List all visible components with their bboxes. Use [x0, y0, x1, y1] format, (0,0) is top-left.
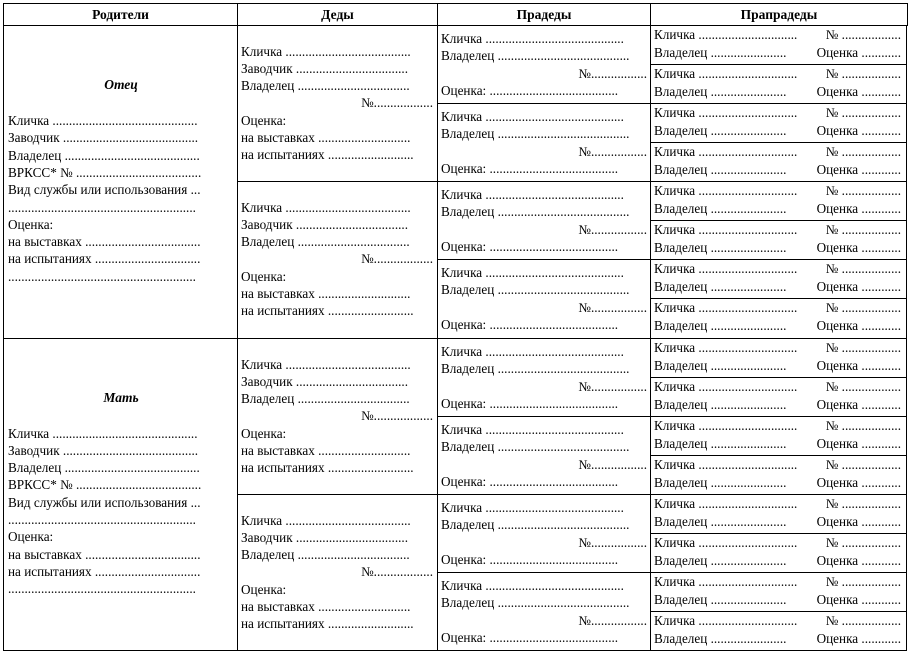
great-great-grandparent-cell — [650, 533, 907, 573]
ggg-name: Кличка .............................. — [654, 612, 798, 628]
great-great-grandparent-cell — [650, 64, 907, 104]
ggg-number: № .................. — [825, 144, 901, 160]
great-great-grandparent-cell — [650, 572, 907, 612]
grandparent-rating: Оценка: — [241, 269, 287, 285]
grandparent-trials: на испытаниях .......................... — [241, 459, 414, 475]
ggg-name: Кличка .............................. — [654, 378, 798, 394]
parent-field-line: ......................................................... — [8, 268, 196, 284]
ggg-owner: Владелец ....................... — [654, 552, 787, 568]
great-grandparent-cell — [437, 572, 651, 651]
great-grandparent-owner: Владелец ........................................ — [441, 126, 630, 142]
parent-field-line: на испытаниях ................................ — [8, 563, 201, 579]
parent-field-line: ......................................................... — [8, 512, 196, 527]
parent-field-line: Оценка: — [8, 216, 54, 232]
great-grandparent-rating: Оценка: ....................................... — [441, 629, 619, 645]
ggg-owner: Владелец ....................... — [654, 357, 787, 373]
great-grandparent-name: Кличка .......................................... — [441, 343, 624, 359]
ggg-owner: Владелец ....................... — [654, 123, 787, 139]
grandparent-shows: на выставках ............................ — [241, 286, 411, 302]
great-grandparent-number: №................. — [578, 300, 647, 316]
great-grandparent-cell — [437, 494, 651, 573]
ggg-rating: Оценка ............ — [816, 162, 901, 178]
great-grandparent-rating: Оценка: ....................................... — [441, 317, 619, 333]
ggg-owner: Владелец ....................... — [654, 513, 787, 529]
grandparent-trials: на испытаниях .......................... — [241, 147, 414, 162]
ggg-owner: Владелец ....................... — [654, 279, 787, 295]
grandparent-owner: Владелец .................................. — [241, 78, 410, 93]
parent-field-line: ВРКСС* № ...................................... — [8, 477, 202, 493]
great-great-grandparent-cell — [650, 259, 907, 299]
parent-field-line: Владелец ......................................... — [8, 460, 200, 476]
ggg-name: Кличка .............................. — [654, 66, 798, 82]
great-grandparent-rating: Оценка: ....................................... — [441, 473, 619, 489]
ggg-number: № .................. — [825, 105, 901, 121]
parent-field-line: ......................................................... — [8, 199, 196, 215]
great-grandparent-name: Кличка .......................................... — [441, 265, 624, 281]
mother-title: Мать — [103, 389, 139, 405]
ggg-rating: Оценка ............ — [816, 123, 901, 139]
ggg-rating: Оценка ............ — [816, 513, 901, 529]
ggg-owner: Владелец ....................... — [654, 591, 787, 607]
parent-field-line: Вид службы или использования ... — [8, 182, 201, 198]
ggg-rating: Оценка ............ — [816, 435, 901, 451]
grandparent-owner: Владелец .................................. — [241, 234, 410, 250]
ggg-number: № .................. — [825, 534, 901, 550]
ggg-name: Кличка .............................. — [654, 417, 798, 433]
parent-field-line: на испытаниях ................................ — [8, 251, 201, 267]
great-grandparent-rating: Оценка: ....................................... — [441, 83, 619, 98]
ggg-number: № .................. — [825, 183, 901, 199]
grandparent-owner: Владелец .................................. — [241, 390, 410, 406]
ggg-number: № .................. — [825, 300, 901, 316]
parent-field-line: Кличка ............................................ — [8, 113, 198, 128]
grandparent-trials: на испытаниях .......................... — [241, 615, 414, 631]
great-grandparent-name: Кличка .......................................... — [441, 109, 624, 125]
parent-field-line: Оценка: — [8, 529, 54, 545]
great-great-grandparent-cell — [650, 181, 907, 221]
ggg-number: № .................. — [825, 417, 901, 433]
ggg-rating: Оценка ............ — [816, 591, 901, 607]
grandparent-cell — [237, 25, 438, 182]
father-title: Отец — [104, 77, 138, 92]
ggg-rating: Оценка ............ — [816, 396, 901, 412]
ggg-number: № .................. — [825, 261, 901, 277]
pedigree-table — [3, 3, 907, 650]
ggg-name: Кличка .............................. — [654, 27, 798, 42]
grandparent-name: Кличка ...................................... — [241, 200, 411, 216]
ggg-name: Кличка .............................. — [654, 573, 798, 589]
grandparent-breeder: Заводчик .................................. — [241, 217, 409, 233]
ggg-rating: Оценка ............ — [816, 84, 901, 100]
ggg-name: Кличка .............................. — [654, 495, 798, 511]
great-grandparent-name: Кличка .......................................... — [441, 421, 624, 437]
great-grandparent-number: №................. — [578, 222, 647, 238]
ggg-number: № .................. — [825, 27, 901, 42]
great-grandparent-owner: Владелец ........................................ — [441, 48, 630, 63]
ggg-rating: Оценка ............ — [816, 201, 901, 217]
parent-field-line: Заводчик ......................................... — [8, 442, 199, 458]
ggg-number: № .................. — [825, 573, 901, 589]
grandparent-name: Кличка ...................................... — [241, 356, 411, 372]
great-grandparent-owner: Владелец ........................................ — [441, 204, 630, 220]
grandparent-rating: Оценка: — [241, 425, 287, 441]
ggg-rating: Оценка ............ — [816, 240, 901, 256]
grandparent-cell — [237, 181, 438, 338]
great-grandparent-number: №................. — [578, 378, 647, 394]
great-great-grandparent-cell — [650, 494, 907, 534]
ggg-owner: Владелец ....................... — [654, 84, 787, 100]
ggg-owner: Владелец ....................... — [654, 201, 787, 217]
great-grandparent-cell — [437, 181, 651, 260]
grandparent-breeder: Заводчик .................................. — [241, 61, 409, 76]
great-grandparent-number: №................. — [578, 534, 647, 550]
father-cell — [3, 25, 238, 339]
parent-field-line: на выставках ................................... — [8, 234, 201, 250]
great-grandparent-name: Кличка .......................................... — [441, 187, 624, 203]
ggg-name: Кличка .............................. — [654, 534, 798, 550]
ggg-name: Кличка .............................. — [654, 222, 798, 238]
column-header-grandparents: Деды — [237, 3, 438, 26]
grandparent-cell — [237, 494, 438, 651]
parent-field-line: Вид службы или использования ... — [8, 494, 201, 510]
ggg-name: Кличка .............................. — [654, 456, 798, 472]
parent-field-line: ......................................................... — [8, 581, 196, 597]
ggg-name: Кличка .............................. — [654, 144, 798, 160]
ggg-rating: Оценка ............ — [816, 474, 901, 490]
great-great-grandparent-cell — [650, 298, 907, 338]
great-grandparent-owner: Владелец ........................................ — [441, 516, 630, 532]
parent-field-line: Заводчик ......................................... — [8, 130, 199, 146]
ggg-number: № .................. — [825, 339, 901, 355]
great-grandparent-name: Кличка .......................................... — [441, 31, 624, 46]
great-grandparent-owner: Владелец ........................................ — [441, 594, 630, 610]
ggg-owner: Владелец ....................... — [654, 162, 787, 178]
great-great-grandparent-cell — [650, 220, 907, 260]
parent-field-line: на выставках ................................... — [8, 546, 201, 562]
grandparent-rating: Оценка: — [241, 113, 287, 128]
ggg-number: № .................. — [825, 222, 901, 238]
ggg-rating: Оценка ............ — [816, 279, 901, 295]
great-grandparent-number: №................. — [578, 456, 647, 472]
ggg-rating: Оценка ............ — [816, 45, 901, 60]
ggg-name: Кличка .............................. — [654, 261, 798, 277]
great-great-grandparent-cell — [650, 416, 907, 456]
ggg-rating: Оценка ............ — [816, 318, 901, 334]
ggg-rating: Оценка ............ — [816, 630, 901, 646]
mother-cell — [3, 338, 238, 652]
ggg-rating: Оценка ............ — [816, 357, 901, 373]
ggg-number: № .................. — [825, 378, 901, 394]
column-header-parents: Родители — [3, 3, 238, 26]
great-grandparent-rating: Оценка: ....................................... — [441, 161, 619, 177]
parent-field-line: Кличка ............................................ — [8, 425, 198, 441]
ggg-owner: Владелец ....................... — [654, 396, 787, 412]
ggg-owner: Владелец ....................... — [654, 435, 787, 451]
great-grandparent-owner: Владелец ........................................ — [441, 438, 630, 454]
ggg-name: Кличка .............................. — [654, 339, 798, 355]
great-grandparent-rating: Оценка: ....................................... — [441, 551, 619, 567]
great-great-grandparent-cell — [650, 455, 907, 495]
column-header-great_great_grandparents: Прапрадеды — [650, 3, 908, 26]
ggg-number: № .................. — [825, 66, 901, 82]
great-grandparent-name: Кличка .......................................... — [441, 499, 624, 515]
ggg-owner: Владелец ....................... — [654, 318, 787, 334]
grandparent-number: №.................. — [361, 407, 433, 423]
ggg-owner: Владелец ....................... — [654, 630, 787, 646]
ggg-name: Кличка .............................. — [654, 105, 798, 121]
parent-field-line: ВРКСС* № ...................................... — [8, 164, 202, 180]
ggg-number: № .................. — [825, 495, 901, 511]
ggg-number: № .................. — [825, 456, 901, 472]
ggg-owner: Владелец ....................... — [654, 240, 787, 256]
grandparent-shows: на выставках ............................ — [241, 598, 411, 614]
grandparent-name: Кличка ...................................... — [241, 44, 411, 59]
great-great-grandparent-cell — [650, 25, 907, 65]
great-grandparent-cell — [437, 259, 651, 338]
grandparent-number: №.................. — [361, 563, 433, 579]
ggg-rating: Оценка ............ — [816, 552, 901, 568]
grandparent-number: №.................. — [361, 251, 433, 267]
great-grandparent-cell — [437, 103, 651, 182]
grandparent-rating: Оценка: — [241, 581, 287, 597]
ggg-owner: Владелец ....................... — [654, 474, 787, 490]
ggg-name: Кличка .............................. — [654, 183, 798, 199]
great-grandparent-number: №................. — [578, 66, 647, 81]
great-grandparent-rating: Оценка: ....................................... — [441, 395, 619, 411]
great-grandparent-rating: Оценка: ....................................... — [441, 239, 619, 255]
grandparent-cell — [237, 338, 438, 495]
great-grandparent-owner: Владелец ........................................ — [441, 360, 630, 376]
grandparent-trials: на испытаниях .......................... — [241, 303, 414, 319]
great-great-grandparent-cell — [650, 377, 907, 417]
great-grandparent-owner: Владелец ........................................ — [441, 282, 630, 298]
great-grandparent-cell — [437, 338, 651, 417]
great-grandparent-number: №................. — [578, 144, 647, 160]
ggg-number: № .................. — [825, 612, 901, 628]
grandparent-owner: Владелец .................................. — [241, 546, 410, 562]
grandparent-shows: на выставках ............................ — [241, 130, 411, 145]
great-great-grandparent-cell — [650, 338, 907, 378]
grandparent-shows: на выставках ............................ — [241, 442, 411, 458]
column-header-great_grandparents: Прадеды — [437, 3, 651, 26]
grandparent-name: Кличка ...................................... — [241, 512, 411, 528]
grandparent-number: №.................. — [361, 95, 433, 110]
great-grandparent-cell — [437, 416, 651, 495]
great-great-grandparent-cell — [650, 103, 907, 143]
great-great-grandparent-cell — [650, 142, 907, 182]
ggg-name: Кличка .............................. — [654, 300, 798, 316]
grandparent-breeder: Заводчик .................................. — [241, 373, 409, 389]
parent-field-line: Владелец ......................................... — [8, 147, 200, 163]
ggg-owner: Владелец ....................... — [654, 45, 787, 60]
great-great-grandparent-cell — [650, 611, 907, 651]
grandparent-breeder: Заводчик .................................. — [241, 529, 409, 545]
great-grandparent-number: №................. — [578, 612, 647, 628]
great-grandparent-cell — [437, 25, 651, 104]
great-grandparent-name: Кличка .......................................... — [441, 577, 624, 593]
